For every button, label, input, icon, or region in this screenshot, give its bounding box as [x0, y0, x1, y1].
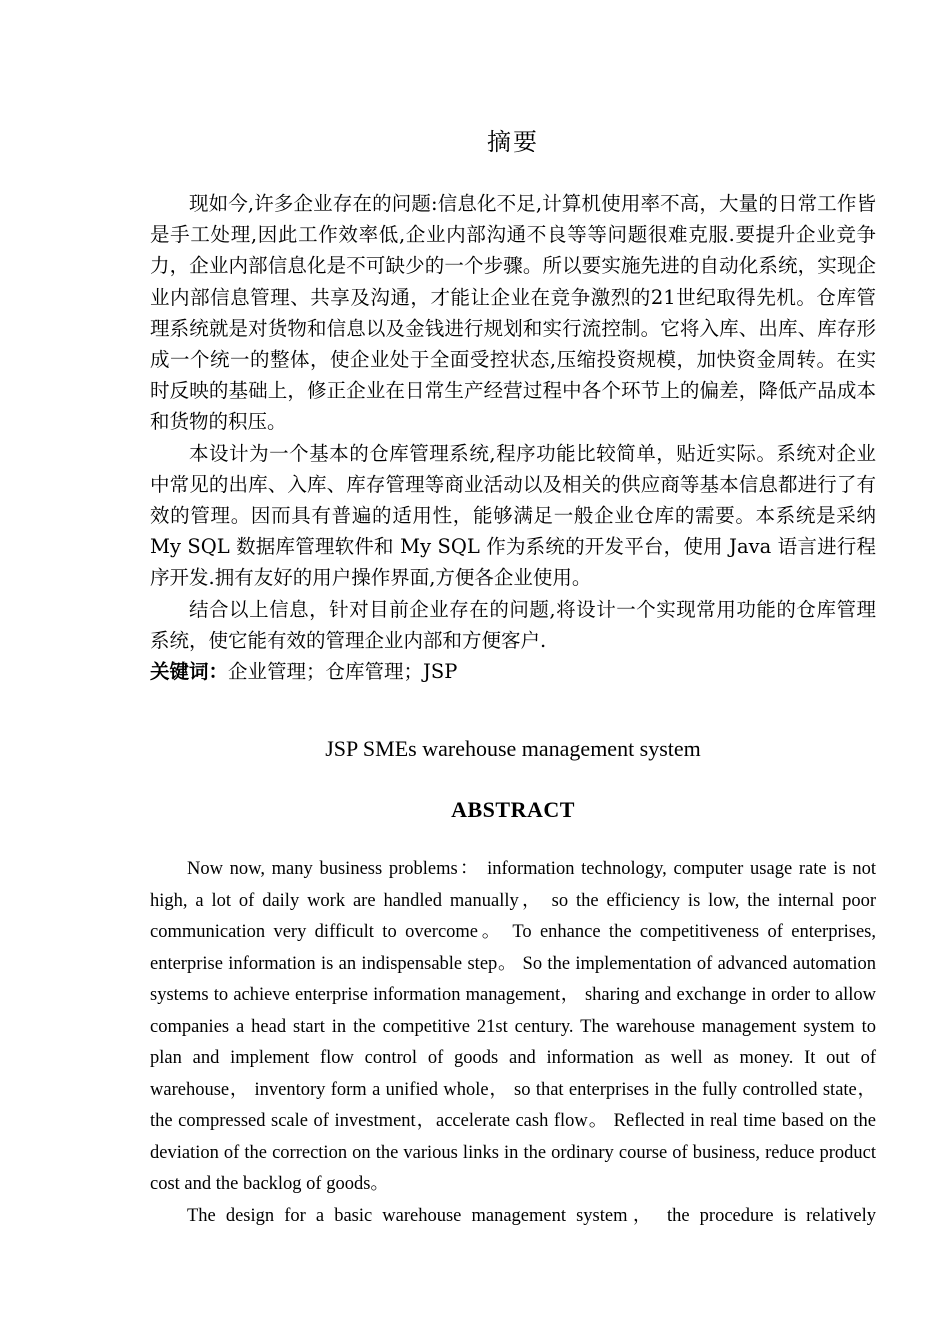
english-paragraph-1: Now now, many business problems： information technology, computer usage rate is not high, a lot of daily work are handled manually， so the efficiency is low, the internal poor communication very difficult to overcome。 To enhance the competitiveness of enterprises, enterprise information is an indispensable step。 So the implementation of advanced automation systems to achieve enterprise information management， sharing and exchange in order to allow companies a head start in the competitive 21st century. The warehouse management system to plan and implement flow control of goods and information as well as money. It out of warehouse， inventory form a unified whole， so that enterprises in the fully controlled state， the compressed scale of investment，accelerate cash flow。 Reflected in real time based on the deviation of the correction on the various links in the ordinary course of business, reduce product cost and the backlog of goods。: [150, 859, 876, 1195]
keywords-label: 关键词：: [150, 660, 229, 684]
chinese-paragraph-3: 结合以上信息，针对目前企业存在的问题,将设计一个实现常用功能的仓库管理系统，使它能有效的管理企业内部和方便客户.: [150, 597, 876, 652]
keywords-value: 企业管理；仓库管理；JSP: [228, 660, 458, 684]
english-abstract-heading: ABSTRACT: [451, 797, 575, 823]
page-content: [150, 0, 876, 1232]
chinese-paragraph-1: 现如今,许多企业存在的问题:信息化不足,计算机使用率不高，大量的日常工作皆是手工处理,因此工作效率低,企业内部沟通不良等等问题很难克服.要提升企业竞争力，企业内部信息化是不可缺少的一个步骤。所以要实施先进的自动化系统，实现企业内部信息管理、共享及沟通，才能让企业在竞争激烈的21世纪取得先机。仓库管理系统就是对货物和信息以及金钱进行规划和实行流控制。它将入库、出库、库存形成一个统一的整体，使企业处于全面受控状态,压缩投资规模，加快资金周转。在实时反映的基础上，修正企业在日常生产经营过程中各个环节上的偏差，降低产品成本和货物的积压。: [150, 192, 876, 434]
chinese-keywords-line: [150, 656, 876, 687]
chinese-paragraph-2: 本设计为一个基本的仓库管理系统,程序功能比较简单，贴近实际。系统对企业中常见的出库、入库、库存管理等商业活动以及相关的供应商等基本信息都进行了有效的管理。因而具有普遍的适用性，能够满足一般企业仓库的需要。本系统是采纳 My SQL 数据库管理软件和 My SQL 作为系统的开发平台，使用 Java 语言进行程序开发.拥有友好的用户操作界面,方便各企业使用。: [150, 441, 876, 590]
english-paragraph-2: The design for a basic warehouse management system， the procedure is relatively: [187, 1205, 876, 1226]
chinese-abstract-heading: 摘要: [487, 128, 539, 156]
english-title: JSP SMEs warehouse management system: [325, 736, 701, 762]
english-abstract-body: [150, 854, 876, 1232]
